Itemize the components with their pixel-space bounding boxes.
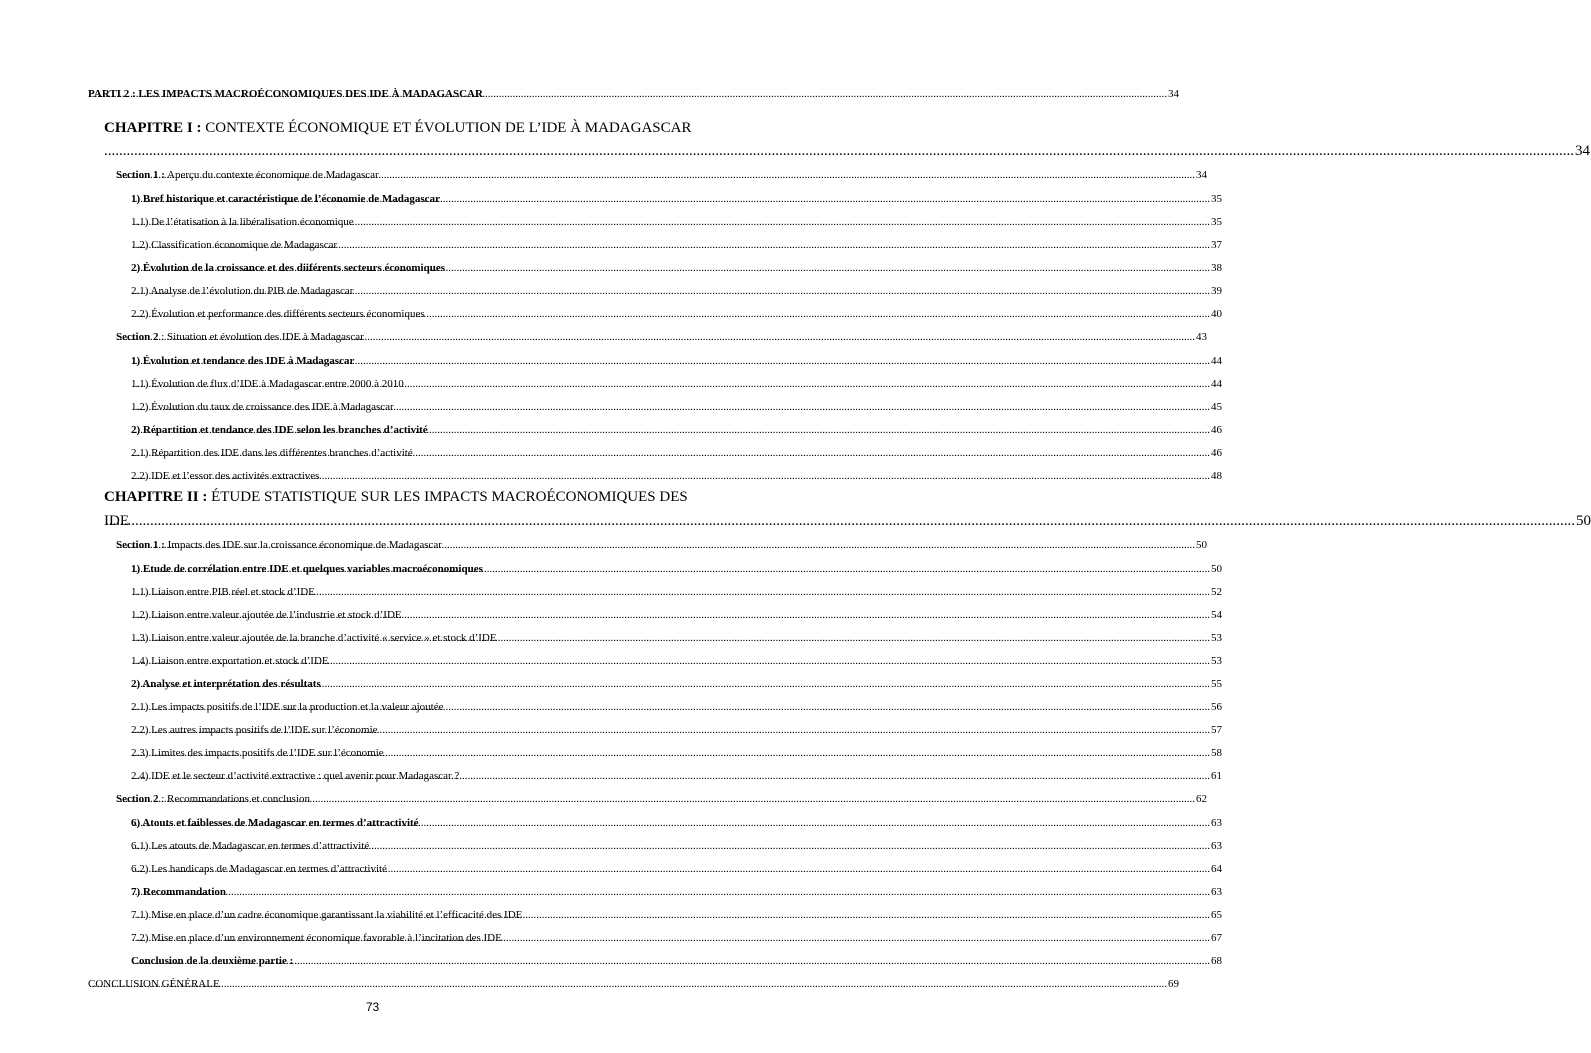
dot-leader [132,586,1210,598]
toc-entry-section [116,539,1207,551]
toc-page-number: 40 [1211,308,1222,320]
section-title: : Recommandations et conclusion [161,793,311,805]
toc-page-number: 34 [1575,143,1590,159]
toc-entry-item: 1.2) Liaison entre valeur ajoutée de l’industrie et stock d’IDE ..... 54 [131,609,657,621]
toc-entry-subsection: 7) Recommandation ..... 63 [131,886,657,898]
toc-entry-subsection: 1) Etude de corrélation entre IDE et quelques variables macroéconomiques ..... 50 [131,563,657,575]
toc-entry-item: 6.1) Les atouts de Madagascar en termes d’attractivité ..... 63 [131,840,657,852]
toc-page-number: 58 [1211,747,1222,759]
toc-page-number: 65 [1211,909,1222,921]
chapter-label: CHAPITRE II : [104,489,208,505]
section-title: : Situation et évolution des IDE à Madagascar [161,331,364,343]
section-title: Impacts des IDE sur la croissance économique de Madagascar [167,539,442,551]
dot-leader [132,678,1210,690]
toc-entry-conclusion-part: Conclusion de la deuxième partie : ..... 68 [131,955,657,967]
toc-entry-item: 2.3) Limites des impacts positifs de l’IDE sur l’économie ..... 58 [131,747,657,759]
toc-entry-item: 1.3) Liaison entre valeur ajoutée de la branche d’activité « service » et stock d’IDE ..... 53 [131,632,657,644]
section-label: Section 2 [116,331,159,343]
toc-entry-item: 1.1) De l’étatisation à la libéralisation économique ..... 35 [131,216,657,228]
toc-entry-item: 1.1) Liaison entre PIB réel et stock d’IDE ..... 52 [131,586,657,598]
dot-leader [132,563,1210,575]
toc-entry-item: 2.2) IDE et l’essor des activités extractives ..... 48 [131,470,657,482]
toc-page-number: 69 [1168,978,1179,990]
toc-entry-chapter-2-leader: IDE ..... 50 [104,513,657,530]
toc-entry-item: 2.1) Les impacts positifs de l’IDE sur la production et la valeur ajoutée ..... 56 [131,701,657,713]
chapter-label: CHAPITRE I : [104,120,202,136]
dot-leader [132,655,1210,667]
dot-leader [132,817,1210,829]
toc-entry-item: 1.2) Classification économique de Madagascar ..... 37 [131,239,657,251]
dot-leader [132,355,1210,367]
toc-entry-item: 2.2) Évolution et performance des différents secteurs économiques ..... 40 [131,308,657,320]
toc-entry-item: 6.2) Les handicaps de Madagascar en termes d’attractivité ..... 64 [131,863,657,875]
toc-entry-chapter-1-leader [104,143,1590,160]
toc-entry-subsection: 2) Analyse et interprétation des résultats ..... 55 [131,678,657,690]
toc-page-number: 45 [1211,401,1222,413]
dot-leader [132,378,1210,390]
dot-leader [132,239,1210,251]
dot-leader [117,539,1195,551]
toc-entry-subsection: 6) Atouts et faiblesses de Madagascar en termes d’attractivité ..... 63 [131,817,657,829]
dot-leader [132,632,1210,644]
toc-page-number: 34 [1168,88,1179,100]
toc-page-number: 63 [1211,817,1222,829]
dot-leader [132,724,1210,736]
dot-leader [105,513,1575,530]
toc-entry-item: 1.4) Liaison entre exportation et stock d’IDE ..... 53 [131,655,657,667]
toc-entry-general-conclusion: CONCLUSION GÉNÉRALE ..... 69 [88,978,657,990]
toc-entry-subsection: 1) Bref historique et caractéristique de l’économie de Madagascar ..... 35 [131,193,657,205]
dot-leader [132,909,1210,921]
toc-page-number: 44 [1211,378,1222,390]
toc-entry-section [116,331,1207,343]
toc-page-number: 46 [1211,424,1222,436]
section-label: Section 1 : [116,169,165,181]
toc-entry-item: 7.1) Mise en place d’un cadre économique garantissant la viabilité et l’efficacité des IDE ..... 65 [131,909,657,921]
dot-leader [132,701,1210,713]
dot-leader [132,932,1210,944]
toc-entry-subsection: 2) Évolution de la croissance et des diiférents secteurs économiques ..... 38 [131,262,657,274]
dot-leader [132,447,1210,459]
toc-page-number: 55 [1211,678,1222,690]
toc-page-number: 35 [1211,216,1222,228]
toc-page-number: 64 [1211,863,1222,875]
dot-leader [132,955,1210,967]
toc-page-number: 48 [1211,470,1222,482]
toc-page-number: 54 [1211,609,1222,621]
toc-page-number: 63 [1211,840,1222,852]
toc-page-number: 57 [1211,724,1222,736]
toc-entry-item: 2.2) Les autres impacts positifs de l’IDE sur l’économie ..... 57 [131,724,657,736]
dot-leader [89,978,1167,990]
toc-page-number: 44 [1211,355,1222,367]
page-number-footer: 73 [365,1000,380,1014]
toc-page-number: 35 [1211,193,1222,205]
chapter-title: CONTEXTE ÉCONOMIQUE ET ÉVOLUTION DE L’IDE À MADAGASCAR [205,120,692,136]
toc-entry-item: 2.4) IDE et le secteur d’activité extractive : quel avenir pour Madagascar ? ..... 61 [131,770,657,782]
toc-page-number: 39 [1211,285,1222,297]
dot-leader [89,88,1167,100]
toc-entry-item: 1.1) Évolution de flux d’IDE à Madagascar entre 2000 à 2010 ..... 44 [131,378,657,390]
toc-page-number: 53 [1211,655,1222,667]
dot-leader [117,793,1195,805]
toc-page-number: 34 [1196,169,1207,181]
dot-leader [132,401,1210,413]
dot-leader [132,193,1210,205]
toc-entry-section [116,793,1207,805]
toc-page-number: 50 [1196,539,1207,551]
toc-page-number: 63 [1211,886,1222,898]
dot-leader [132,886,1210,898]
dot-leader [132,840,1210,852]
dot-leader [132,470,1210,482]
toc-entry-item: 7.2) Mise en place d’un environnement économique favorable à l’incitation des IDE ..... 67 [131,932,657,944]
chapter-title: ÉTUDE STATISTIQUE SUR LES IMPACTS MACROÉCONOMIQUES DES [211,489,688,505]
toc-page-number: 38 [1211,262,1222,274]
toc-page-number: 43 [1196,331,1207,343]
toc-entry-subsection: 2) Répartition et tendance des IDE selon les branches d’activité ..... 46 [131,424,657,436]
dot-leader [132,424,1210,436]
toc-page-number: 50 [1576,513,1591,529]
toc-page-number: 61 [1211,770,1222,782]
toc-page-number: 46 [1211,447,1222,459]
toc-entry-part2: PARTI 2 : LES IMPACTS MACROÉCONOMIQUES DES IDE À MADAGASCAR ..... 34 [88,88,657,100]
dot-leader [132,262,1210,274]
toc-page-number: 67 [1211,932,1222,944]
dot-leader [132,308,1210,320]
dot-leader [132,609,1210,621]
toc-page-number: 37 [1211,239,1222,251]
toc-page-number: 52 [1211,586,1222,598]
toc-page-number: 50 [1211,563,1222,575]
toc-page-number: 68 [1211,955,1222,967]
dot-leader [132,747,1210,759]
dot-leader [117,331,1195,343]
toc-page-number: 62 [1196,793,1207,805]
section-label: Section 2 [116,793,159,805]
toc-entry-section [116,169,1207,181]
toc-page-number: 56 [1211,701,1222,713]
toc-entry-item: 1.2) Évolution du taux de croissance des IDE à Madagascar ..... 45 [131,401,657,413]
toc-entry-chapter-1 [104,120,692,137]
toc-entry-chapter-2 [104,489,688,506]
toc-entry-item: 2.1) Répartition des IDE dans les différentes branches d’activité ..... 46 [131,447,657,459]
section-title: Aperçu du contexte économique de Madagascar [167,169,379,181]
dot-leader [117,169,1195,181]
dot-leader [132,216,1210,228]
dot-leader [132,770,1210,782]
section-label: Section 1 : [116,539,165,551]
dot-leader [104,143,1574,160]
dot-leader [132,863,1210,875]
toc-entry-item: 2.1) Analyse de l’évolution du PIB de Madagascar ..... 39 [131,285,657,297]
toc-entry-subsection: 1) Évolution et tendance des IDE à Madagascar ..... 44 [131,355,657,367]
toc-page-number: 53 [1211,632,1222,644]
dot-leader [132,285,1210,297]
